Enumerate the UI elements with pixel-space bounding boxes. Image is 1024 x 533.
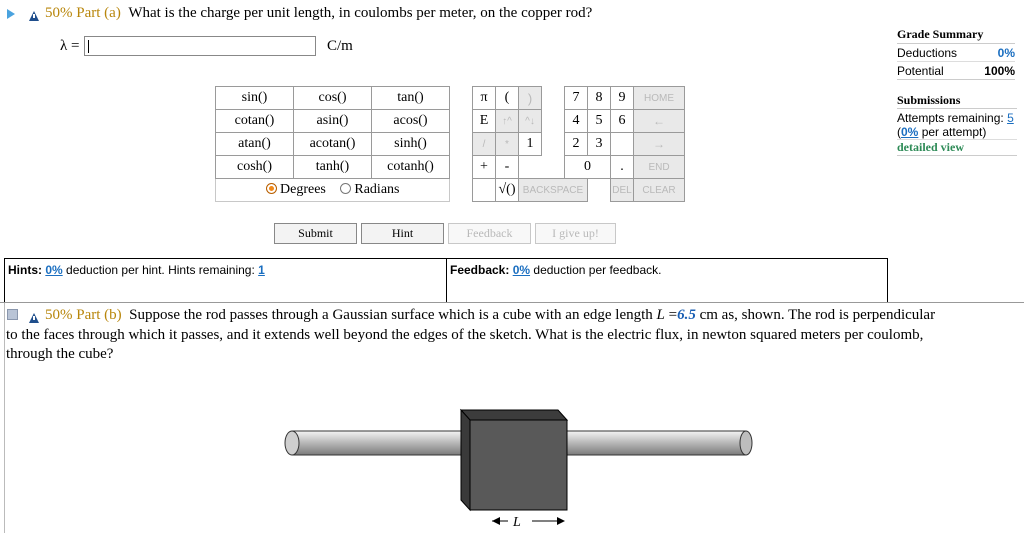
feedback-pct: 0%	[512, 263, 531, 277]
lambda-input[interactable]	[84, 36, 316, 56]
key-slash[interactable]: /	[473, 133, 496, 156]
deductions-value: 0%	[997, 46, 1015, 60]
key-5[interactable]: 5	[588, 110, 611, 133]
potential-value: 100%	[984, 64, 1015, 78]
key-e[interactable]: E	[473, 110, 496, 133]
attempts-line	[897, 111, 1017, 125]
part-b-line1: 50% Part (b) Suppose the rod passes through a Gaussian surface which is a cube with an edge length L =6.5 cm as, shown. The rod is perpendicular	[45, 307, 936, 323]
key-minus[interactable]: -	[496, 156, 519, 179]
detailed-view-link[interactable]: detailed view	[897, 139, 1017, 156]
fn-sin[interactable]: sin()	[216, 87, 294, 110]
key-down[interactable]: ^↓	[519, 110, 542, 133]
fn-atan[interactable]: atan()	[216, 133, 294, 156]
part-b-line3: through the cube?	[6, 346, 114, 362]
key-left[interactable]: ←	[634, 110, 685, 133]
hints-pct: 0%	[45, 263, 63, 277]
key-rparen[interactable]: )	[519, 87, 542, 110]
warning-icon-b	[29, 309, 39, 327]
deductions-label: Deductions	[897, 46, 958, 60]
attempts-text: Attempts remaining:	[897, 111, 1004, 125]
key-3[interactable]: 3	[588, 133, 611, 156]
part-b-percent: 50%	[45, 307, 73, 323]
fn-sinh[interactable]: sinh()	[372, 133, 450, 156]
grade-summary	[897, 27, 1015, 80]
key-7[interactable]: 7	[565, 87, 588, 110]
key-plus[interactable]: +	[473, 156, 496, 179]
radians-radio[interactable]	[340, 183, 351, 194]
key-star[interactable]: *	[496, 133, 519, 156]
radians-label: Radians	[354, 182, 400, 197]
key-4[interactable]: 4	[565, 110, 588, 133]
key-home[interactable]: HOME	[634, 87, 685, 110]
fn-tan[interactable]: tan()	[372, 87, 450, 110]
part-a-question: What is the charge per unit length, in coulombs per meter, on the copper rod?	[128, 5, 593, 21]
key-6[interactable]: 6	[611, 110, 634, 133]
gaussian-cube	[461, 410, 567, 510]
hints-label: Hints:	[8, 263, 42, 277]
key-pi[interactable]: π	[473, 87, 496, 110]
submissions-title: Submissions	[897, 93, 1017, 109]
potential-row	[897, 64, 1015, 80]
key-end[interactable]: END	[634, 156, 685, 179]
part-b-line2: to the faces through which it passes, and it extends well beyond the edges of the sketch. What is the electric flux, in newton squared meters per coulomb,	[6, 327, 924, 343]
submissions-panel	[897, 93, 1017, 156]
length-label: L	[513, 515, 521, 530]
unit-label: C/m	[327, 38, 353, 54]
key-backspace[interactable]: BACKSPACE	[519, 179, 588, 202]
hint-button[interactable]: Hint	[361, 223, 444, 244]
degrees-radio[interactable]	[266, 183, 277, 194]
lambda-label: λ =	[60, 38, 80, 54]
feedback-label: Feedback:	[450, 263, 510, 277]
part-b-label: Part (b)	[76, 307, 122, 323]
potential-label: Potential	[897, 64, 944, 78]
key-0[interactable]: 0	[565, 156, 611, 179]
key-del[interactable]: DEL	[611, 179, 634, 202]
part-b-q1: Suppose the rod passes through a Gaussian surface which is a cube with an edge length	[129, 307, 653, 323]
degrees-label: Degrees	[280, 182, 326, 197]
part-a-percent: 50%	[45, 5, 73, 21]
hints-remaining: 1	[258, 263, 265, 277]
grade-summary-title: Grade Summary	[897, 27, 1015, 44]
per-attempt-text: per attempt)	[921, 125, 987, 139]
part-a-header	[45, 5, 592, 22]
deductions-row	[897, 46, 1015, 62]
per-attempt-line: (0% per attempt)	[897, 125, 987, 139]
part-a-label: Part (a)	[76, 5, 121, 21]
key-lparen[interactable]: (	[496, 87, 519, 110]
key-9[interactable]: 9	[611, 87, 634, 110]
feedback-info	[450, 263, 661, 277]
fn-cosh[interactable]: cosh()	[216, 156, 294, 179]
key-sqrt[interactable]: √()	[496, 179, 519, 202]
key-2[interactable]: 2	[565, 133, 588, 156]
submit-button[interactable]: Submit	[274, 223, 357, 244]
calculator-grid	[215, 86, 685, 202]
fn-acos[interactable]: acos()	[372, 110, 450, 133]
calculator	[215, 86, 685, 202]
key-up[interactable]: ↑^	[496, 110, 519, 133]
part-b-value: 6.5	[677, 307, 696, 323]
part-b-var: L	[656, 307, 665, 323]
key-dot[interactable]: .	[611, 156, 634, 179]
attempts-value: 5	[1007, 111, 1014, 125]
fn-tanh[interactable]: tanh()	[294, 156, 372, 179]
fn-cotanh[interactable]: cotanh()	[372, 156, 450, 179]
key-8[interactable]: 8	[588, 87, 611, 110]
fn-acotan[interactable]: acotan()	[294, 133, 372, 156]
key-right[interactable]: →	[634, 133, 685, 156]
per-attempt-value: 0%	[901, 125, 919, 139]
part-divider	[0, 302, 1024, 303]
part-b-q2: cm as, shown. The rod is perpendicular	[699, 307, 936, 323]
fn-cotan[interactable]: cotan()	[216, 110, 294, 133]
feedback-text: deduction per feedback.	[533, 263, 662, 277]
hints-text: deduction per hint. Hints remaining:	[66, 263, 255, 277]
give-up-button[interactable]: I give up!	[535, 223, 616, 244]
hints-info	[8, 263, 265, 277]
length-arrow	[492, 517, 565, 525]
fn-cos[interactable]: cos()	[294, 87, 372, 110]
fn-asin[interactable]: asin()	[294, 110, 372, 133]
key-1[interactable]: 1	[519, 133, 542, 156]
feedback-button[interactable]: Feedback	[448, 223, 531, 244]
key-clear[interactable]: CLEAR	[634, 179, 685, 202]
rod-cube-figure	[270, 400, 770, 533]
angle-mode-row	[216, 179, 450, 202]
rod-right	[560, 431, 752, 455]
collapse-icon[interactable]	[7, 309, 18, 320]
warning-icon	[29, 7, 39, 25]
expand-arrow-icon[interactable]	[7, 9, 15, 19]
